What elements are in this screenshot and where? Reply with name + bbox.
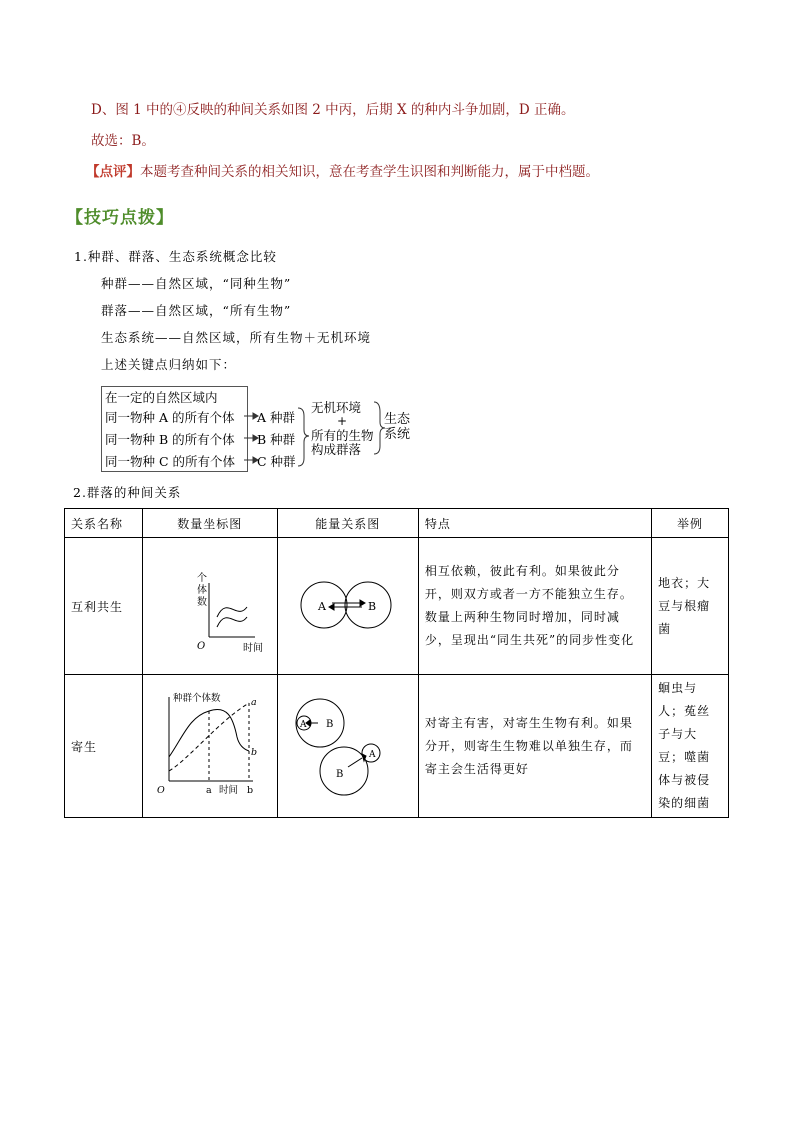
mutualism-energy-svg — [284, 555, 412, 655]
comment-text: 本题考查种间关系的相关知识，意在考查学生识图和判断能力，属于中档题。 — [140, 164, 599, 180]
concept-line-summary: 上述关键点归纳如下： — [101, 357, 237, 372]
parasitism-chart-title: 种群个体数 — [172, 692, 221, 704]
parasitism-chart — [149, 687, 271, 803]
header-energy-chart: 能量关系图 — [277, 509, 418, 538]
mutualism-quantity-chart — [142, 538, 277, 675]
concept-line-population: 种群——自然区域，“同种生物” — [101, 276, 292, 291]
parasitism-label-a-2: A — [368, 749, 376, 760]
concept-line-community: 群落——自然区域，“所有生物” — [101, 303, 292, 318]
all-life-label: 所有的生物 — [311, 428, 374, 443]
mutualism-name: 互利共生 — [65, 538, 143, 675]
concept-line-ecosystem: 生态系统——自然区域，所有生物＋无机环境 — [101, 330, 372, 345]
parasitism-host-circle-2 — [320, 747, 368, 795]
parasitism-xlabel: 时间 — [218, 784, 238, 796]
group-c: C 种群 — [257, 454, 296, 469]
header-name: 关系名称 — [65, 509, 143, 538]
mutualism-traits: 相互依赖，彼此有利。如果彼此分开，则双方或者一方不能独立生存。数量上两种生物同时增加，同时减少，呈现出“同生共死”的同步性变化 — [418, 538, 651, 675]
answer-line-d: D、图 1 中的④反映的种间关系如图 2 中丙，后期 X 的种内斗争加剧，D 正确。 — [91, 102, 575, 118]
group-a: A 种群 — [257, 410, 296, 425]
parasitism-label-b-1: B — [325, 718, 334, 730]
mutualism-ylabel-2: 体 — [196, 584, 207, 596]
mutualism-examples: 地衣；大豆与根瘤菌 — [652, 538, 729, 675]
summary-box-title: 在一定的自然区域内 — [105, 390, 218, 405]
eco-label-line2: 系统 — [384, 427, 411, 442]
mutualism-curve-2 — [217, 617, 247, 627]
mutualism-label-b: B — [367, 599, 376, 613]
summary-diagram — [101, 386, 421, 472]
parasitism-tick-a: a — [205, 784, 212, 796]
parasitism-examples: 蛔虫与人；菟丝子与大豆；噬菌体与被侵染的细菌 — [652, 675, 729, 818]
parasitism-quantity-chart — [142, 675, 277, 818]
community-label: 构成群落 — [311, 442, 362, 457]
concepts-title: 1.种群、群落、生态系统概念比较 — [74, 249, 277, 264]
mutualism-label-a: A — [317, 599, 326, 613]
parasitism-curve-label-b: b — [250, 746, 257, 758]
mutualism-curve-1 — [217, 607, 247, 617]
mutualism-xlabel: 时间 — [242, 642, 263, 654]
header-examples: 举例 — [652, 509, 729, 538]
parasitism-label-a-1: A — [299, 719, 307, 730]
summary-row-c: 同一物种 C 的所有个体 — [105, 454, 236, 469]
mutualism-ylabel-3: 数 — [196, 596, 207, 608]
plus-label: + — [337, 414, 348, 428]
group-b: B 种群 — [257, 432, 296, 447]
eco-label — [384, 412, 410, 442]
parasitism-energy-chart — [277, 675, 418, 818]
parasitism-curve-label-a: a — [250, 696, 257, 708]
table-row-parasitism — [65, 675, 729, 818]
mutualism-ylabel-1: 个 — [196, 572, 207, 584]
parasitism-label-b-2: B — [335, 768, 344, 780]
mutualism-chart — [149, 555, 271, 655]
answer-choice: 故选：B。 — [91, 133, 155, 149]
mutualism-energy-chart — [277, 538, 418, 675]
comment-tag: 【点评】 — [86, 164, 140, 180]
summary-row-b: 同一物种 B 的所有个体 — [105, 432, 235, 447]
relations-table — [64, 508, 729, 818]
table-header-row — [65, 509, 729, 538]
table-row-mutualism — [65, 538, 729, 675]
header-traits: 特点 — [418, 509, 651, 538]
parasitism-name: 寄生 — [65, 675, 143, 818]
relations-title: 2.群落的种间关系 — [73, 485, 182, 500]
parasitism-origin: O — [156, 784, 165, 796]
mutualism-origin: O — [196, 640, 206, 652]
header-quantity-chart: 数量坐标图 — [142, 509, 277, 538]
parasitism-energy-svg — [284, 687, 412, 803]
summary-row-a: 同一物种 A 的所有个体 — [105, 410, 235, 425]
comment-line — [86, 162, 599, 182]
env-label: 无机环境 — [311, 400, 362, 415]
parasitism-arrow-2 — [348, 754, 366, 767]
parasitism-arrow-1 — [306, 720, 318, 726]
parasitism-tick-b: b — [246, 784, 253, 796]
eco-label-line1: 生态 — [384, 412, 411, 427]
section-heading: 【技巧点拨】 — [66, 208, 174, 228]
parasitism-traits: 对寄主有害，对寄生生物有利。如果分开，则寄生生物难以单独生存，而寄主会生活得更好 — [418, 675, 651, 818]
